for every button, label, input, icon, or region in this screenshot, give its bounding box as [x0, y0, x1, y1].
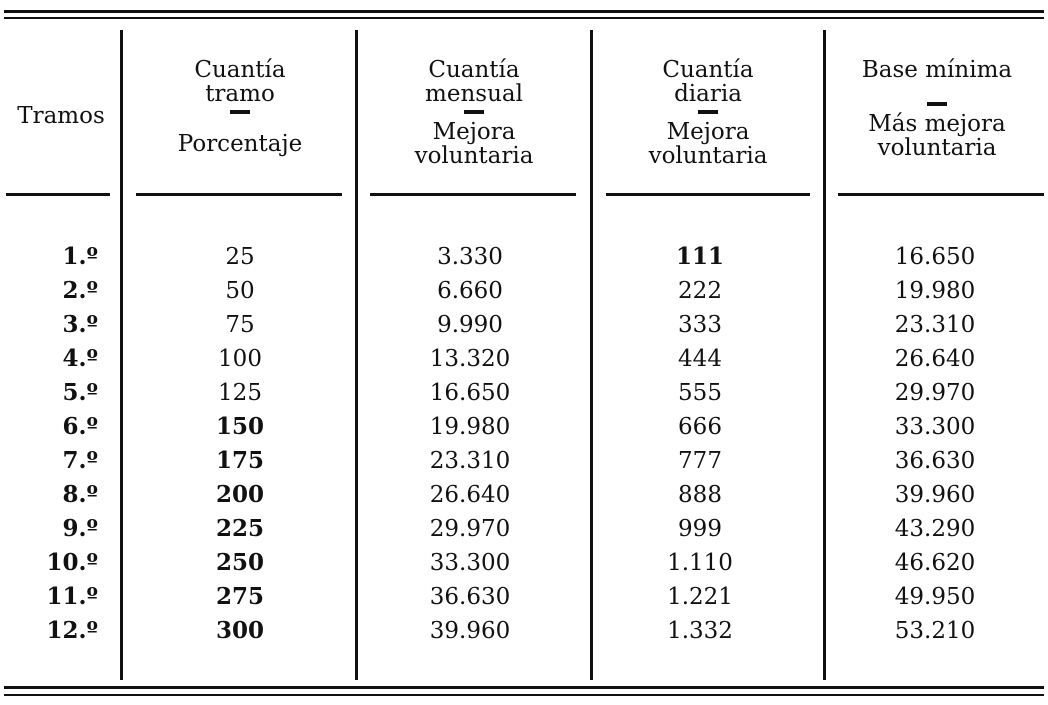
porcentaje-cell: 275	[215, 583, 264, 610]
top-rule-2	[4, 17, 1044, 19]
header-col3	[598, 58, 818, 168]
tramo-cell: 10.º	[46, 549, 98, 576]
tramo-cell: 11.º	[46, 583, 98, 610]
base-cell: 23.310	[894, 312, 976, 338]
column-base	[830, 240, 1040, 648]
diaria-cell: 888	[678, 482, 722, 508]
porcentaje-cell: 100	[218, 346, 262, 372]
mensual-cell: 9.990	[437, 312, 503, 338]
mensual-cell: 13.320	[429, 346, 511, 372]
tramo-cell: 12.º	[46, 617, 98, 644]
header-tramos-label: Tramos	[17, 103, 105, 129]
header-col1-top: Cuantía tramo	[194, 57, 286, 107]
mensual-cell: 26.640	[429, 482, 511, 508]
header-tramos	[6, 104, 116, 128]
porcentaje-cell: 200	[215, 481, 264, 508]
mensual-cell: 39.960	[429, 618, 511, 644]
header-col2-bottom: Mejora voluntaria	[414, 119, 534, 169]
tramo-cell: 9.º	[62, 515, 98, 542]
tramo-cell: 7.º	[62, 447, 98, 474]
base-cell: 53.210	[894, 618, 976, 644]
porcentaje-cell: 75	[225, 312, 255, 338]
header-col1	[130, 58, 350, 156]
column-divider-3	[590, 30, 593, 680]
top-rule-1	[4, 10, 1044, 13]
tramo-cell: 1.º	[62, 243, 98, 270]
diaria-cell: 777	[678, 448, 722, 474]
base-cell: 26.640	[894, 346, 976, 372]
bottom-rule-1	[4, 686, 1044, 689]
porcentaje-cell: 25	[225, 244, 255, 270]
column-divider-4	[823, 30, 826, 680]
base-cell: 19.980	[894, 278, 976, 304]
tramo-cell: 8.º	[62, 481, 98, 508]
base-cell: 46.620	[894, 550, 976, 576]
tramo-cell: 2.º	[62, 277, 98, 304]
porcentaje-cell: 225	[215, 515, 264, 542]
diaria-cell: 1.110	[667, 550, 733, 576]
header-col3-dash	[698, 110, 718, 114]
base-cell: 49.950	[894, 584, 976, 610]
header-col1-dash	[230, 110, 250, 114]
header-col3-bottom: Mejora voluntaria	[648, 119, 768, 169]
base-cell: 33.300	[894, 414, 976, 440]
header-underline-tramos	[6, 193, 110, 196]
tramo-cell: 5.º	[62, 379, 98, 406]
diaria-cell: 111	[675, 243, 724, 270]
header-col1-bottom: Porcentaje	[177, 131, 303, 157]
column-divider-2	[355, 30, 358, 680]
header-underline-col2	[370, 193, 576, 196]
diaria-cell: 555	[678, 380, 722, 406]
header-col3-top: Cuantía diaria	[662, 57, 754, 107]
porcentaje-cell: 250	[215, 549, 264, 576]
base-cell: 29.970	[894, 380, 976, 406]
header-underline-col1	[136, 193, 342, 196]
diaria-cell: 222	[678, 278, 722, 304]
mensual-cell: 3.330	[437, 244, 503, 270]
diaria-cell: 1.221	[667, 584, 733, 610]
tramo-cell: 4.º	[62, 345, 98, 372]
column-divider-1	[120, 30, 123, 680]
header-underline-col4	[838, 193, 1044, 196]
header-col4	[830, 58, 1044, 160]
header-underline-col3	[606, 193, 810, 196]
mensual-cell: 19.980	[429, 414, 511, 440]
header-col2	[363, 58, 585, 168]
column-mensual	[380, 240, 560, 648]
diaria-cell: 333	[678, 312, 722, 338]
mensual-cell: 33.300	[429, 550, 511, 576]
base-cell: 36.630	[894, 448, 976, 474]
porcentaje-cell: 50	[225, 278, 255, 304]
base-cell: 16.650	[894, 244, 976, 270]
header-col4-top: Base mínima	[861, 57, 1013, 83]
diaria-cell: 1.332	[667, 618, 733, 644]
mensual-cell: 36.630	[429, 584, 511, 610]
column-diaria	[600, 240, 800, 648]
header-col2-dash	[464, 110, 484, 114]
mensual-cell: 23.310	[429, 448, 511, 474]
tramo-cell: 3.º	[62, 311, 98, 338]
header-col2-top: Cuantía mensual	[425, 57, 523, 107]
base-cell: 43.290	[894, 516, 976, 542]
porcentaje-cell: 150	[215, 413, 264, 440]
header-col4-dash	[927, 102, 947, 106]
base-cell: 39.960	[894, 482, 976, 508]
diaria-cell: 444	[678, 346, 722, 372]
bottom-rule-2	[4, 694, 1044, 696]
column-tramos	[28, 240, 98, 648]
mensual-cell: 6.660	[437, 278, 503, 304]
mensual-cell: 16.650	[429, 380, 511, 406]
tramo-cell: 6.º	[62, 413, 98, 440]
porcentaje-cell: 175	[215, 447, 264, 474]
header-col4-bottom: Más mejora voluntaria	[868, 111, 1006, 161]
column-porcentaje	[160, 240, 320, 648]
mensual-cell: 29.970	[429, 516, 511, 542]
porcentaje-cell: 300	[215, 617, 264, 644]
diaria-cell: 999	[678, 516, 722, 542]
diaria-cell: 666	[678, 414, 722, 440]
porcentaje-cell: 125	[218, 380, 262, 406]
